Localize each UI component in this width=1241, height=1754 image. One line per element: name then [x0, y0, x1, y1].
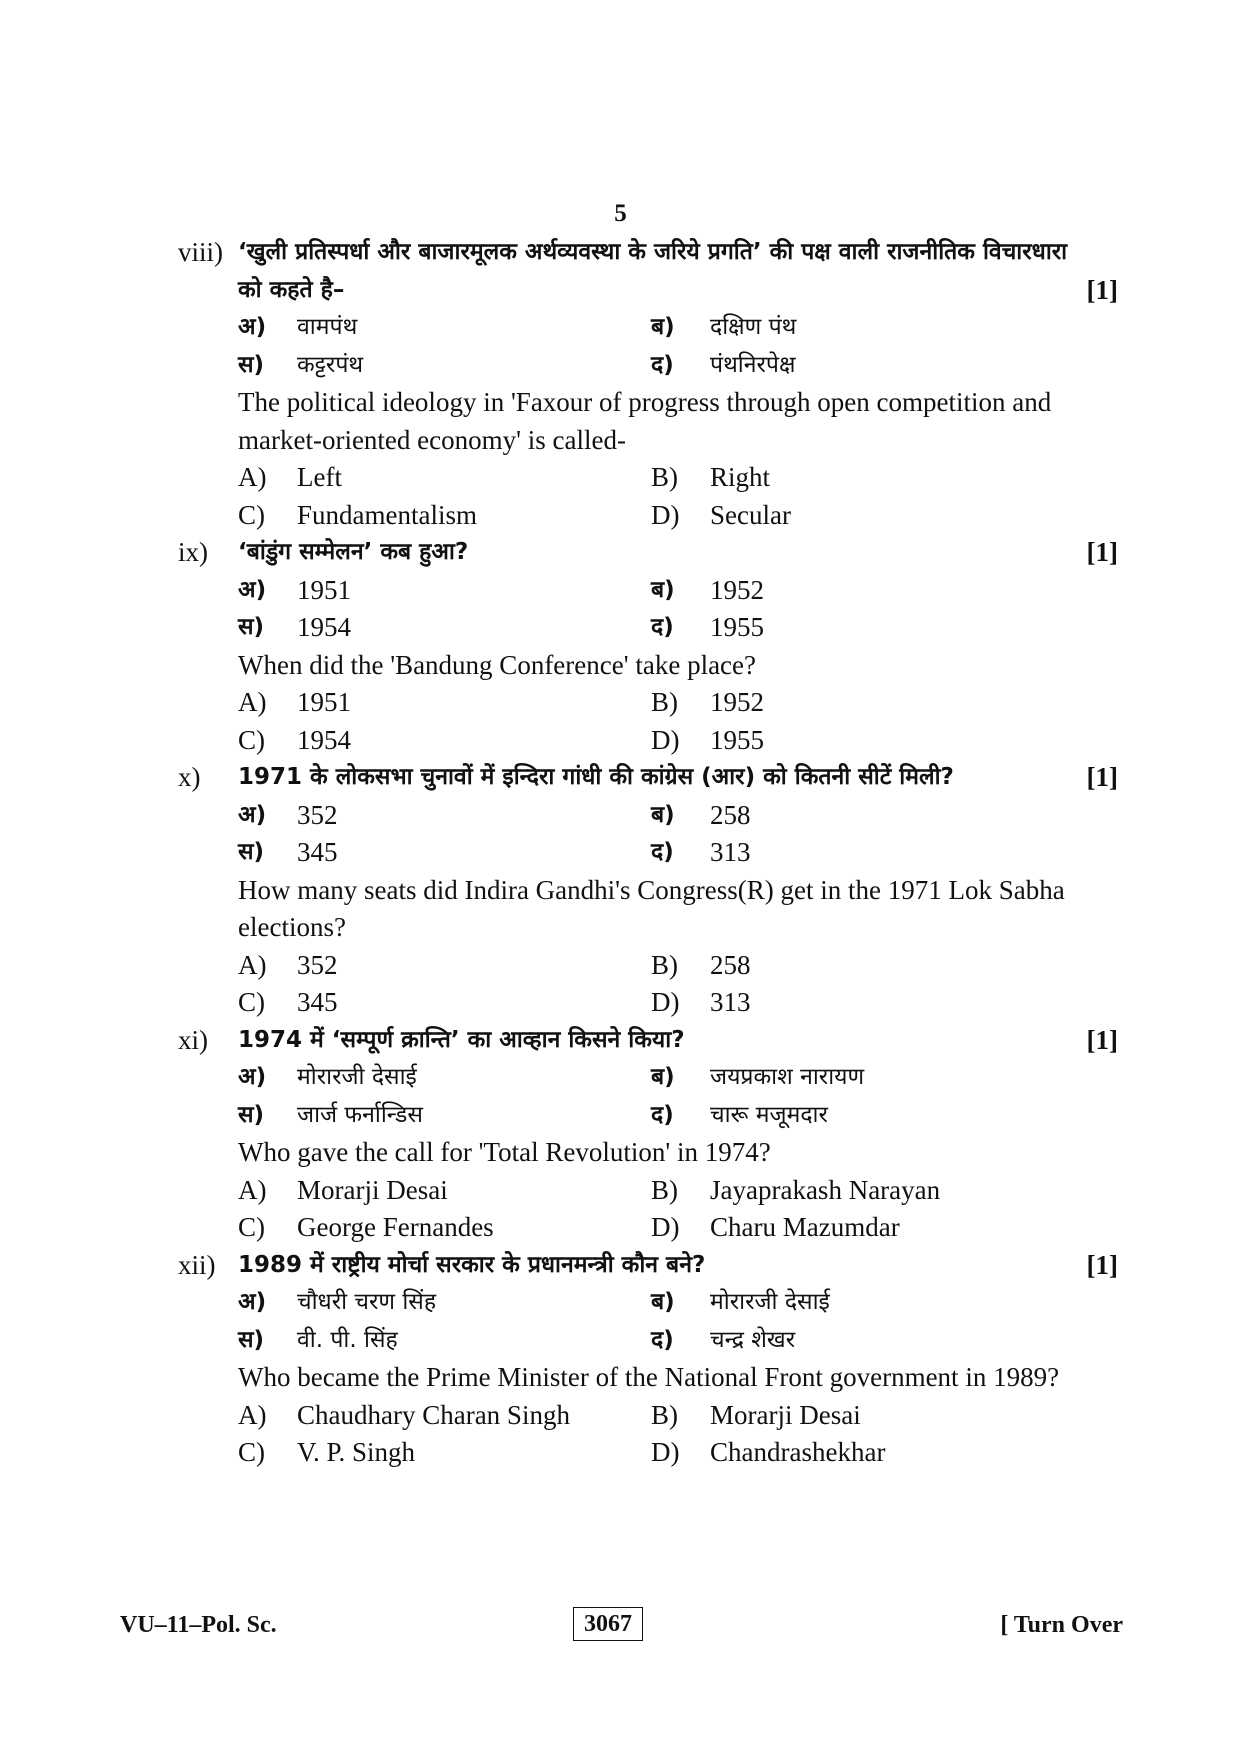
option-label: द)	[651, 1326, 674, 1353]
option-label: B)	[651, 949, 678, 980]
option-text: Fundamentalism	[297, 499, 477, 530]
option-text: Morarji Desai	[297, 1174, 448, 1205]
option-text: V. P. Singh	[297, 1437, 416, 1467]
option-text: Chandrashekhar	[710, 1437, 886, 1467]
question-text-english: How many seats did Indira Gandhi's Congress(R) get in the 1971 Lok Sabha	[238, 874, 1065, 905]
option-label: स)	[238, 839, 265, 865]
option-text: Chaudhary Charan Singh	[297, 1399, 570, 1430]
option-text: Right	[710, 462, 771, 492]
option-text: चौधरी चरण सिंह	[297, 1289, 437, 1315]
option-text: पंथनिरपेक्ष	[710, 351, 796, 378]
option-text: कट्टरपंथ	[297, 351, 364, 378]
option-label: ब)	[651, 1289, 675, 1315]
option-label: C)	[238, 499, 265, 530]
option-label: द)	[651, 614, 674, 640]
option-text: 1951	[297, 687, 351, 717]
option-label: B)	[651, 1174, 678, 1205]
options-row-hindi	[178, 609, 1118, 647]
question-text-english: market-oriented economy' is called-	[238, 424, 626, 455]
option-label: C)	[238, 1437, 265, 1467]
option-label: ब)	[651, 801, 675, 828]
question-text-english: When did the 'Bandung Conference' take place?	[238, 649, 757, 680]
question-text-hindi: ‘बांडुंग सम्मेलन’ कब हुआ?	[238, 539, 469, 565]
options-row-english	[178, 459, 1118, 497]
option-label: A)	[238, 687, 267, 717]
option-text: 1952	[710, 574, 764, 605]
options-row-hindi	[178, 1284, 1118, 1322]
option-label: द)	[651, 839, 674, 865]
option-text: दक्षिण पंथ	[710, 314, 797, 340]
option-label: A)	[238, 462, 267, 492]
marks-label: [1]	[1086, 1024, 1118, 1055]
option-label: ब)	[651, 314, 675, 340]
option-text: 313	[710, 987, 751, 1017]
option-text: 258	[710, 949, 751, 980]
option-text: 352	[297, 799, 338, 830]
option-label: अ)	[238, 801, 267, 828]
question-line-hindi	[178, 272, 1118, 310]
question-text-english: Who became the Prime Minister of the National Front government in 1989?	[238, 1362, 1060, 1392]
option-text: चन्द्र शेखर	[710, 1326, 796, 1353]
question-line-hindi	[178, 759, 1118, 797]
question-number: xi)	[178, 1024, 208, 1055]
question-line-english	[178, 872, 1118, 910]
option-label: D)	[651, 1212, 680, 1242]
option-label: C)	[238, 987, 265, 1017]
question-list	[178, 234, 1118, 1472]
option-label: D)	[651, 724, 680, 755]
question-text-hindi: 1989 में राष्ट्रीय मोर्चा सरकार के प्रधानमन्त्री कौन बने?	[238, 1251, 706, 1278]
option-text: Morarji Desai	[710, 1399, 861, 1430]
question-number: xii)	[178, 1249, 216, 1280]
question-line-english	[178, 422, 1118, 460]
option-label: A)	[238, 1174, 267, 1205]
question-text-hindi: 1971 के लोकसभा चुनावों में इन्दिरा गांधी की कांग्रेस (आर) को कितनी सीटें मिली?	[238, 764, 954, 790]
question-text-hindi: 1974 में ‘सम्पूर्ण क्रान्ति’ का आव्हान किसने किया?	[238, 1026, 685, 1053]
options-row-english	[178, 1434, 1118, 1472]
question-number: viii)	[178, 237, 223, 267]
option-text: मोरारजी देसाई	[710, 1289, 830, 1315]
question-number: x)	[178, 762, 201, 792]
options-row-hindi	[178, 1059, 1118, 1097]
option-text: 352	[297, 949, 338, 980]
option-label: द)	[651, 1101, 674, 1128]
options-row-hindi	[178, 309, 1118, 347]
option-text: 345	[297, 987, 338, 1017]
option-label: स)	[238, 1101, 265, 1128]
booklet-code-box: 3067	[573, 1607, 643, 1641]
option-text: मोरारजी देसाई	[297, 1064, 417, 1090]
option-text: 1955	[710, 612, 764, 642]
option-label: ब)	[651, 1064, 675, 1090]
option-text: चारू मजूमदार	[710, 1101, 828, 1128]
option-label: द)	[651, 351, 674, 378]
options-row-english	[178, 684, 1118, 722]
option-text: 258	[710, 799, 751, 830]
option-label: B)	[651, 687, 678, 717]
marks-label: [1]	[1086, 1249, 1118, 1280]
option-text: वी. पी. सिंह	[297, 1326, 398, 1353]
options-row-english	[178, 984, 1118, 1022]
option-text: 1954	[297, 724, 351, 755]
options-row-english	[178, 722, 1118, 760]
options-row-english	[178, 947, 1118, 985]
option-label: D)	[651, 1437, 680, 1467]
options-row-english	[178, 1397, 1118, 1435]
option-label: स)	[238, 614, 265, 640]
question-line-hindi	[178, 1022, 1118, 1060]
option-label: अ)	[238, 314, 267, 340]
question-line-hindi	[178, 1247, 1118, 1285]
options-row-hindi	[178, 572, 1118, 610]
options-row-hindi	[178, 1322, 1118, 1360]
option-label: A)	[238, 1399, 267, 1430]
question-text-english: elections?	[238, 912, 346, 942]
marks-label: [1]	[1086, 274, 1118, 305]
option-label: D)	[651, 499, 680, 530]
question-line-english	[178, 647, 1118, 685]
option-text: Jayaprakash Narayan	[710, 1174, 941, 1205]
options-row-english	[178, 1172, 1118, 1210]
option-text: जार्ज फर्नान्डिस	[297, 1101, 423, 1128]
option-label: स)	[238, 1326, 265, 1353]
option-text: Charu Mazumdar	[710, 1212, 900, 1242]
option-text: 1955	[710, 724, 764, 755]
option-text: Left	[297, 462, 342, 492]
option-text: 345	[297, 837, 338, 867]
question-line-english	[178, 1134, 1118, 1172]
question-line-hindi	[178, 234, 1118, 272]
option-label: C)	[238, 724, 265, 755]
options-row-hindi	[178, 834, 1118, 872]
turn-over-note: [ Turn Over	[1000, 1612, 1123, 1638]
options-row-english	[178, 1209, 1118, 1247]
option-text: George Fernandes	[297, 1212, 494, 1242]
question-text-hindi: को कहते है–	[238, 276, 345, 303]
question-line-english	[178, 384, 1118, 422]
question-text-hindi: ‘खुली प्रतिस्पर्धा और बाजारमूलक अर्थव्यवस्था के जरिये प्रगति’ की पक्ष वाली राजनीतिक विचारधारा	[238, 239, 1068, 265]
option-text: 313	[710, 837, 751, 867]
options-row-hindi	[178, 347, 1118, 385]
page-number: 5	[614, 200, 627, 227]
paper-code: VU–11–Pol. Sc.	[120, 1612, 277, 1638]
option-label: A)	[238, 949, 267, 980]
option-label: स)	[238, 351, 265, 378]
marks-label: [1]	[1086, 537, 1118, 567]
marks-label: [1]	[1086, 762, 1118, 792]
question-line-hindi	[178, 534, 1118, 572]
option-label: B)	[651, 1399, 678, 1430]
question-text-english: Who gave the call for 'Total Revolution' in 1974?	[238, 1137, 771, 1167]
options-row-hindi	[178, 1097, 1118, 1135]
option-label: ब)	[651, 576, 675, 603]
options-row-hindi	[178, 797, 1118, 835]
option-text: Secular	[710, 499, 791, 530]
option-text: जयप्रकाश नारायण	[710, 1064, 865, 1090]
question-number: ix)	[178, 537, 208, 567]
option-label: D)	[651, 987, 680, 1017]
option-text: 1951	[297, 574, 351, 605]
question-text-english: The political ideology in 'Faxour of progress through open competition and	[238, 387, 1052, 417]
option-label: C)	[238, 1212, 265, 1242]
option-label: अ)	[238, 1289, 267, 1315]
option-text: 1952	[710, 687, 764, 717]
option-text: वामपंथ	[297, 314, 358, 340]
question-line-english	[178, 909, 1118, 947]
option-label: अ)	[238, 576, 267, 603]
options-row-english	[178, 497, 1118, 535]
option-label: अ)	[238, 1064, 267, 1090]
option-label: B)	[651, 462, 678, 492]
option-text: 1954	[297, 612, 351, 642]
question-line-english	[178, 1359, 1118, 1397]
